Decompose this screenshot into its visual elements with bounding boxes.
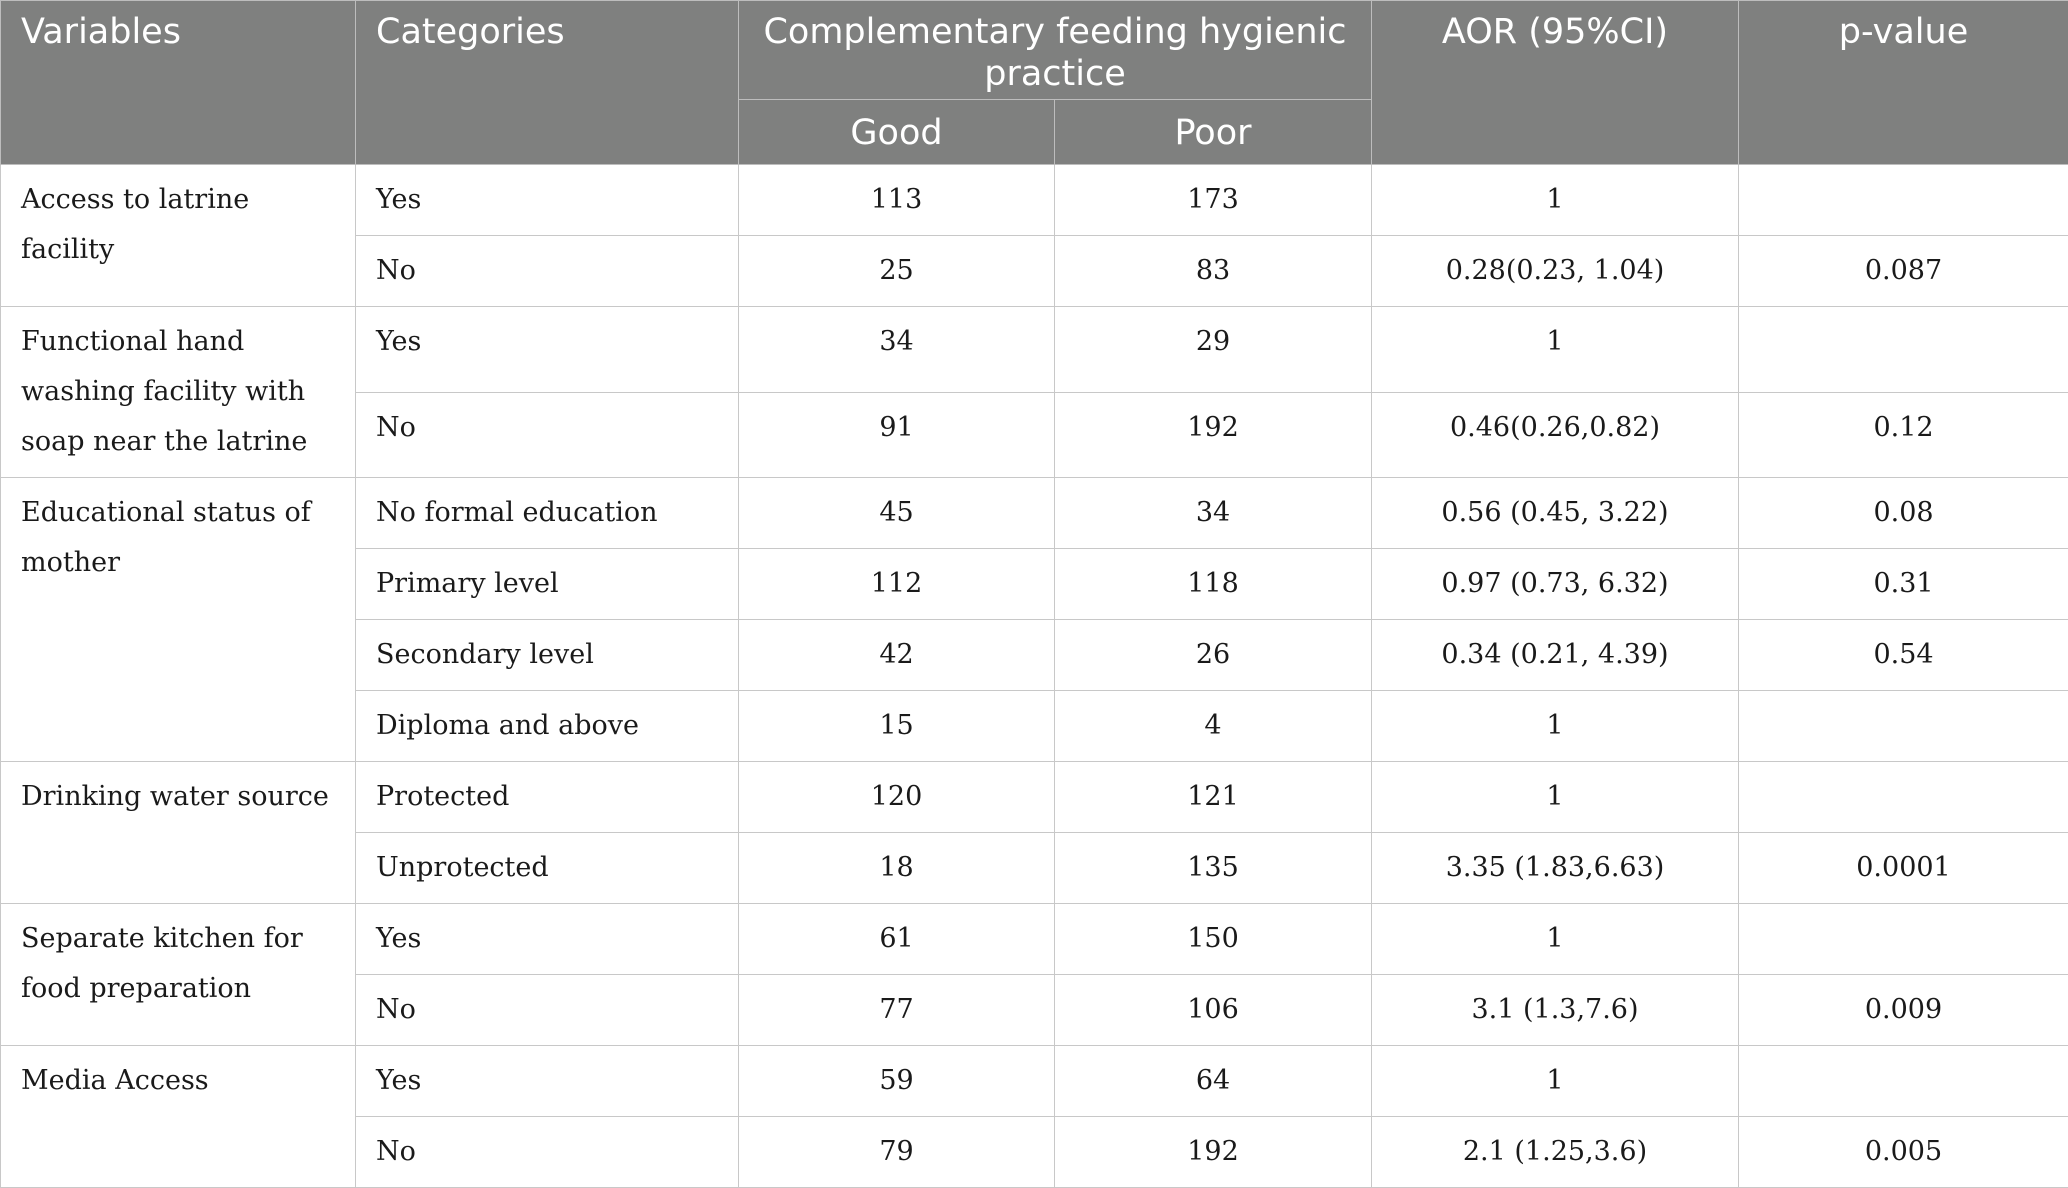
poor-count-cell: 135 <box>1055 833 1372 904</box>
poor-count-cell: 173 <box>1055 165 1372 236</box>
table-body <box>1 165 2068 1188</box>
aor-cell: 1 <box>1372 307 1739 393</box>
good-count-cell: 34 <box>739 307 1055 393</box>
category-cell: No <box>356 1117 739 1188</box>
category-cell: Diploma and above <box>356 691 739 762</box>
good-count-cell: 59 <box>739 1046 1055 1117</box>
aor-cell: 1 <box>1372 1046 1739 1117</box>
aor-cell: 0.34 (0.21, 4.39) <box>1372 620 1739 691</box>
category-cell: Secondary level <box>356 620 739 691</box>
category-cell: Protected <box>356 762 739 833</box>
header-poor: Poor <box>1055 100 1372 165</box>
category-cell: Unprotected <box>356 833 739 904</box>
p-value-cell <box>1739 165 2068 236</box>
table-row <box>1 904 2068 975</box>
p-value-cell: 0.087 <box>1739 236 2068 307</box>
header-pvalue: p-value <box>1739 1 2068 165</box>
category-cell: No <box>356 975 739 1046</box>
poor-count-cell: 150 <box>1055 904 1372 975</box>
poor-count-cell: 64 <box>1055 1046 1372 1117</box>
aor-cell: 1 <box>1372 165 1739 236</box>
p-value-cell: 0.005 <box>1739 1117 2068 1188</box>
poor-count-cell: 118 <box>1055 549 1372 620</box>
table-row <box>1 165 2068 236</box>
poor-count-cell: 83 <box>1055 236 1372 307</box>
category-cell: Primary level <box>356 549 739 620</box>
poor-count-cell: 192 <box>1055 392 1372 478</box>
variable-cell: Functional hand washing facility with soap near the latrine <box>1 307 356 478</box>
p-value-cell: 0.009 <box>1739 975 2068 1046</box>
header-categories: Categories <box>356 1 739 165</box>
aor-cell: 0.56 (0.45, 3.22) <box>1372 478 1739 549</box>
good-count-cell: 61 <box>739 904 1055 975</box>
header-variables: Variables <box>1 1 356 165</box>
category-cell: Yes <box>356 165 739 236</box>
table-row <box>1 1046 2068 1117</box>
good-count-cell: 91 <box>739 392 1055 478</box>
category-cell: Yes <box>356 1046 739 1117</box>
p-value-cell: 0.54 <box>1739 620 2068 691</box>
p-value-cell: 0.08 <box>1739 478 2068 549</box>
good-count-cell: 45 <box>739 478 1055 549</box>
aor-cell: 1 <box>1372 762 1739 833</box>
table-row <box>1 478 2068 549</box>
table-row <box>1 307 2068 393</box>
p-value-cell <box>1739 691 2068 762</box>
aor-cell: 2.1 (1.25,3.6) <box>1372 1117 1739 1188</box>
good-count-cell: 120 <box>739 762 1055 833</box>
p-value-cell <box>1739 762 2068 833</box>
aor-cell: 0.46(0.26,0.82) <box>1372 392 1739 478</box>
good-count-cell: 77 <box>739 975 1055 1046</box>
poor-count-cell: 34 <box>1055 478 1372 549</box>
p-value-cell <box>1739 307 2068 393</box>
variable-cell: Media Access <box>1 1046 356 1188</box>
poor-count-cell: 192 <box>1055 1117 1372 1188</box>
header-aor: AOR (95%CI) <box>1372 1 1739 165</box>
variable-cell: Access to latrine facility <box>1 165 356 307</box>
table-row <box>1 762 2068 833</box>
p-value-cell: 0.12 <box>1739 392 2068 478</box>
poor-count-cell: 106 <box>1055 975 1372 1046</box>
aor-cell: 3.35 (1.83,6.63) <box>1372 833 1739 904</box>
aor-cell: 0.28(0.23, 1.04) <box>1372 236 1739 307</box>
good-count-cell: 112 <box>739 549 1055 620</box>
category-cell: No formal education <box>356 478 739 549</box>
category-cell: No <box>356 236 739 307</box>
header-practice: Complementary feeding hygienic practice <box>739 1 1372 100</box>
category-cell: Yes <box>356 904 739 975</box>
p-value-cell <box>1739 1046 2068 1117</box>
p-value-cell: 0.31 <box>1739 549 2068 620</box>
aor-cell: 1 <box>1372 904 1739 975</box>
variable-cell: Educational status of mother <box>1 478 356 762</box>
aor-cell: 0.97 (0.73, 6.32) <box>1372 549 1739 620</box>
good-count-cell: 113 <box>739 165 1055 236</box>
category-cell: No <box>356 392 739 478</box>
good-count-cell: 15 <box>739 691 1055 762</box>
p-value-cell: 0.0001 <box>1739 833 2068 904</box>
poor-count-cell: 121 <box>1055 762 1372 833</box>
poor-count-cell: 29 <box>1055 307 1372 393</box>
variable-cell: Separate kitchen for food preparation <box>1 904 356 1046</box>
aor-cell: 1 <box>1372 691 1739 762</box>
variable-cell: Drinking water source <box>1 762 356 904</box>
category-cell: Yes <box>356 307 739 393</box>
header-good: Good <box>739 100 1055 165</box>
poor-count-cell: 4 <box>1055 691 1372 762</box>
good-count-cell: 18 <box>739 833 1055 904</box>
poor-count-cell: 26 <box>1055 620 1372 691</box>
good-count-cell: 79 <box>739 1117 1055 1188</box>
p-value-cell <box>1739 904 2068 975</box>
aor-cell: 3.1 (1.3,7.6) <box>1372 975 1739 1046</box>
table-header <box>1 1 2068 165</box>
good-count-cell: 42 <box>739 620 1055 691</box>
good-count-cell: 25 <box>739 236 1055 307</box>
